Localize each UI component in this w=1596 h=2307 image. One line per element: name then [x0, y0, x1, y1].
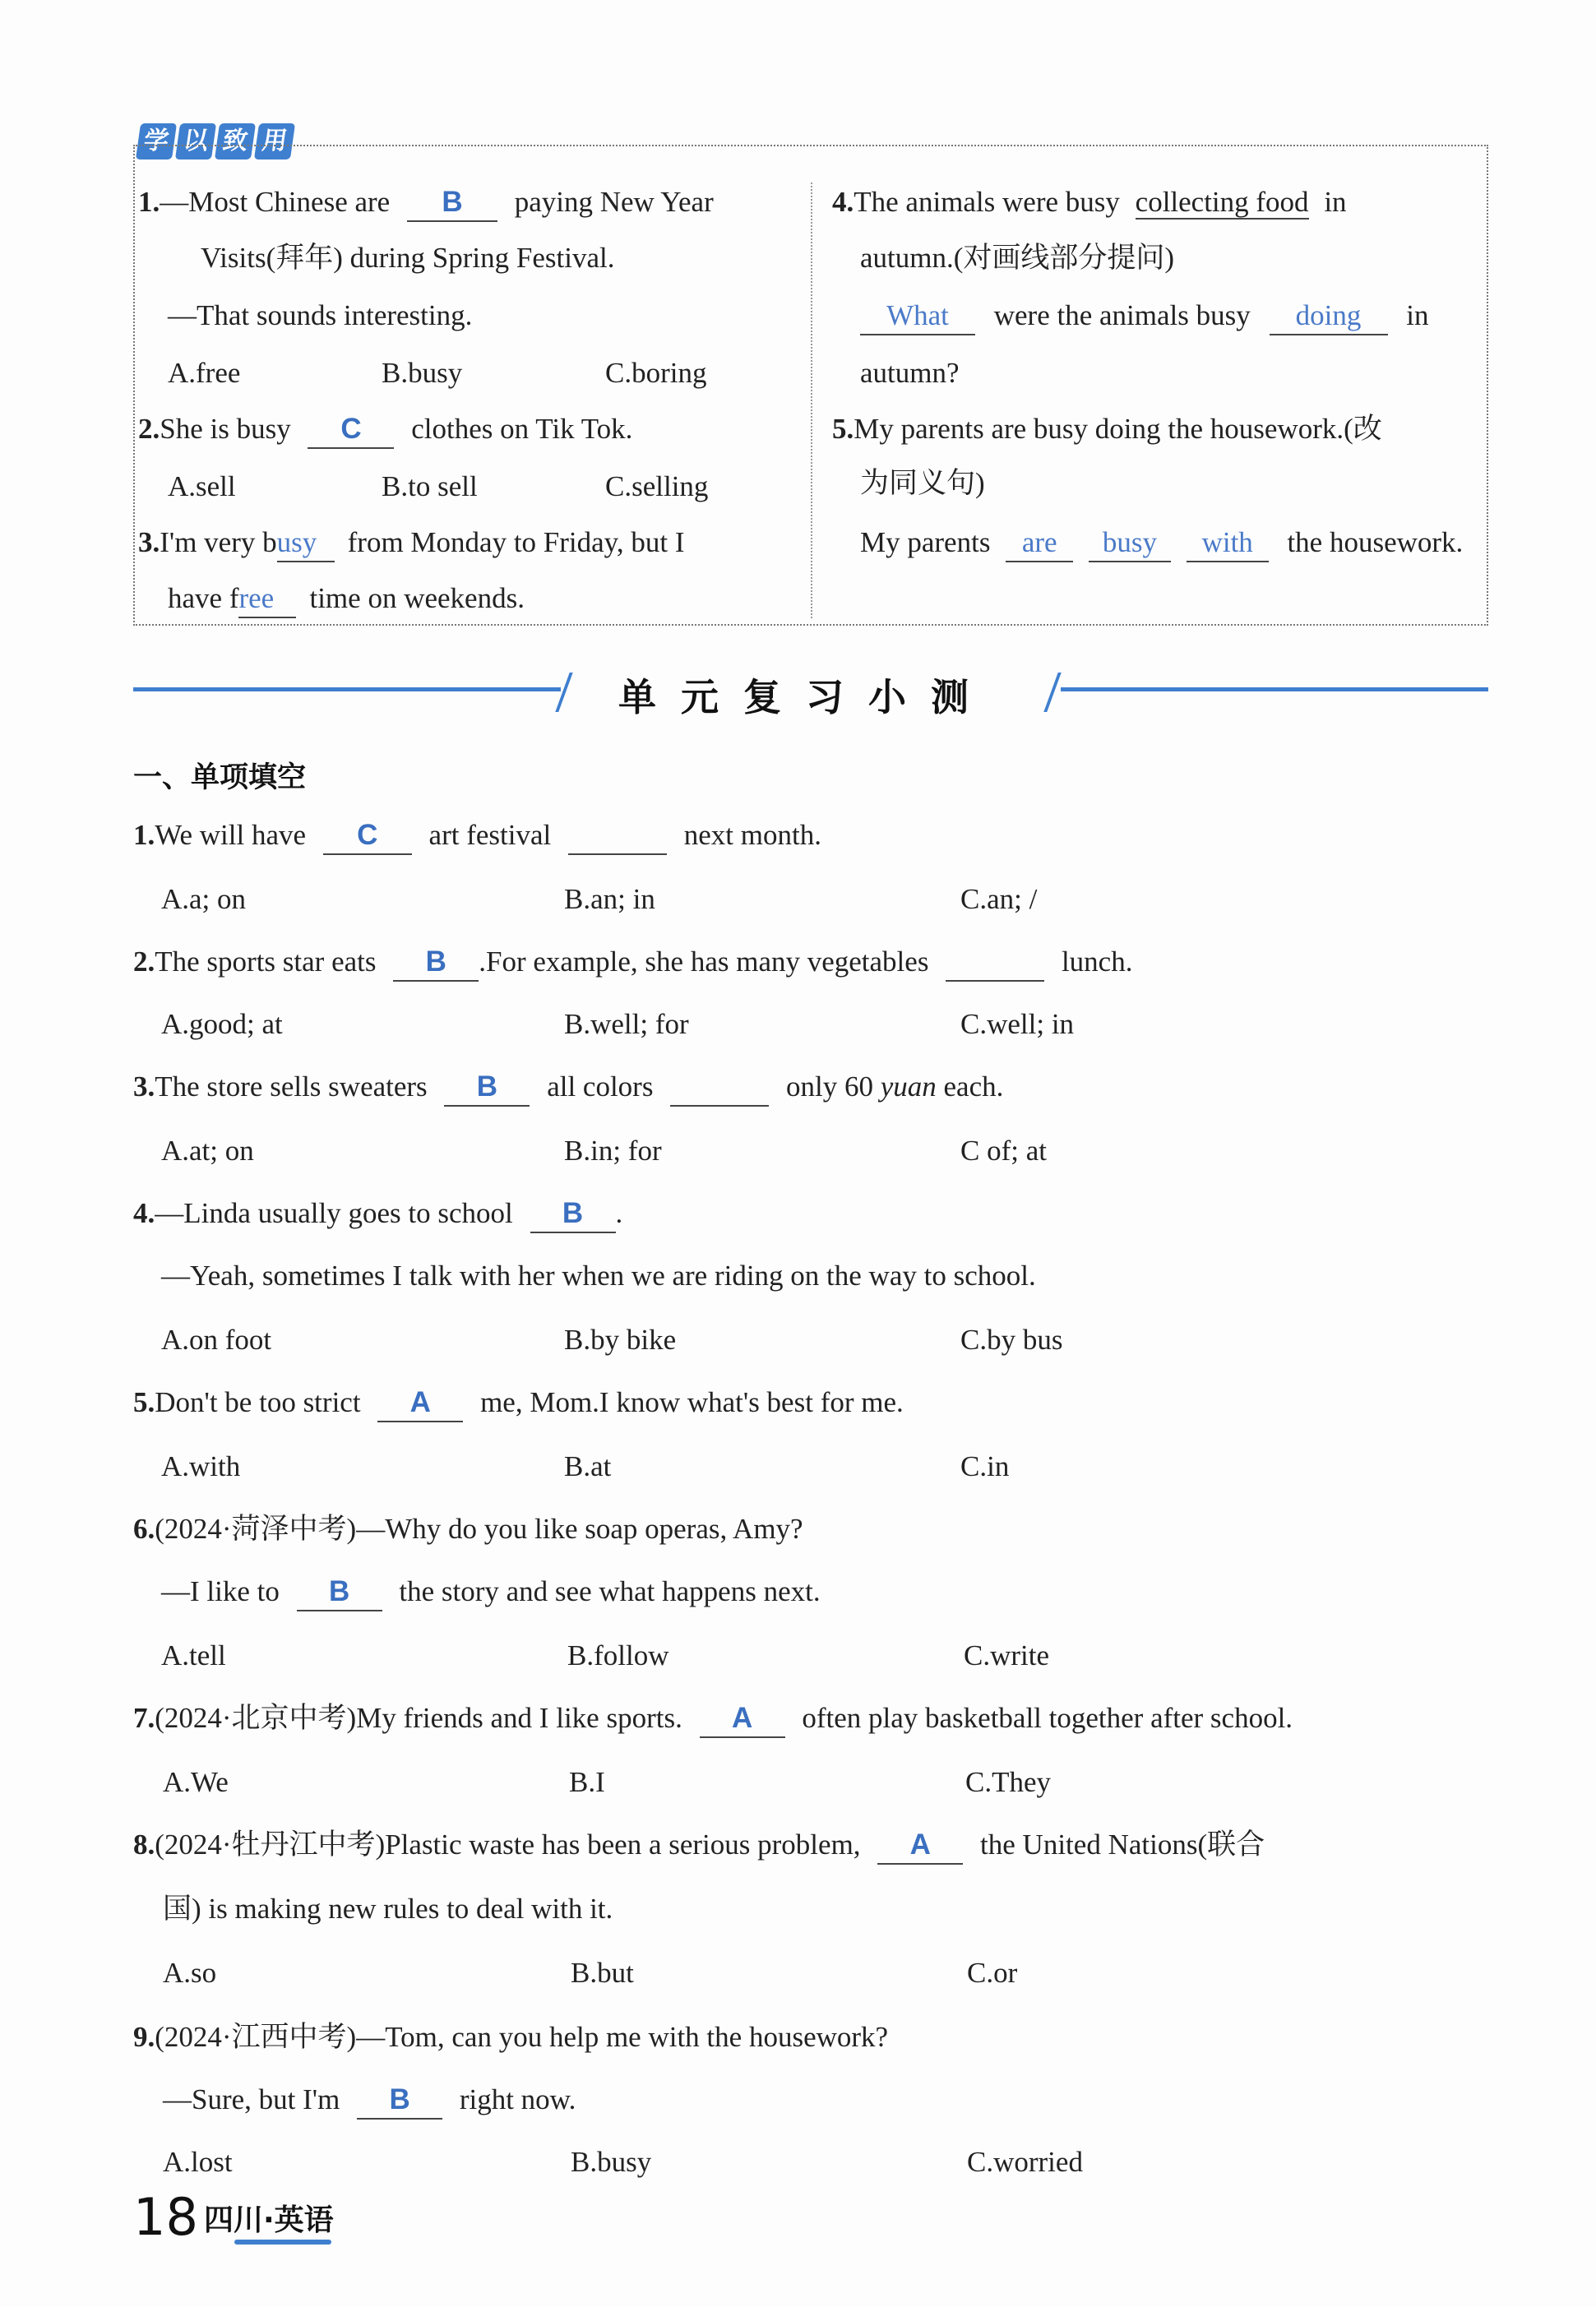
practice-q3-line2 — [168, 580, 525, 618]
answer-blank: doing — [1270, 298, 1388, 335]
question-text: time on weekends. — [309, 582, 525, 614]
practice-q4-line3 — [860, 298, 1428, 335]
question-8-line2: 国) is making new rules to deal with it. — [163, 1893, 613, 1925]
practice-q1-line1 — [138, 184, 714, 222]
question-text: —Linda usually goes to school — [155, 1197, 513, 1229]
question-text: (2024·菏泽中考)—Why do you like soap operas, Amy? — [155, 1513, 803, 1545]
question-number: 9. — [133, 2021, 155, 2053]
tag-char: 以 — [175, 123, 216, 160]
question-6 — [133, 1511, 803, 1547]
question-9 — [133, 2019, 888, 2055]
question-number: 2. — [138, 413, 160, 445]
section-slash — [1043, 673, 1061, 712]
option-a: A.sell — [168, 470, 236, 502]
question-text: art festival — [428, 819, 552, 851]
question-7 — [133, 1700, 1293, 1738]
answer-blank: busy — [1089, 525, 1171, 562]
question-text: the United Nations(联合 — [980, 1828, 1265, 1861]
question-text: each. — [936, 1070, 1004, 1103]
option-b: B.but — [571, 1957, 634, 1989]
underlined-phrase: collecting food — [1135, 186, 1309, 218]
question-3 — [133, 1069, 1003, 1107]
option-c: C.worried — [967, 2146, 1083, 2178]
question-text: paying New Year — [514, 186, 714, 218]
answer-blank: A — [877, 1827, 963, 1865]
section-subtitle: 一、单项填空 — [133, 761, 307, 794]
tag-char: 学 — [136, 123, 177, 160]
question-text: all colors — [547, 1070, 654, 1103]
option-b: B.by bike — [564, 1324, 677, 1356]
question-number: 4. — [832, 186, 854, 218]
practice-q1-line3: —That sounds interesting. — [168, 299, 473, 331]
option-c: C.write — [964, 1639, 1050, 1671]
question-text: (2024·牡丹江中考)Plastic waste has been a serious problem, — [155, 1828, 861, 1861]
section-rule-right — [1061, 687, 1488, 691]
question-text: . — [615, 1197, 623, 1229]
page-number: 18 — [133, 2187, 198, 2247]
option-a: A.on foot — [161, 1324, 272, 1356]
question-text: in — [1406, 299, 1429, 331]
practice-q2-line1 — [138, 411, 632, 449]
option-c: C.an; / — [960, 883, 1038, 915]
answer-blank: B — [530, 1195, 616, 1233]
answer-blank: with — [1187, 525, 1269, 562]
answer-blank: C — [308, 411, 394, 449]
question-text: The store sells sweaters — [155, 1070, 428, 1103]
question-number: 6. — [133, 1513, 155, 1545]
question-text: —Sure, but I'm — [163, 2083, 340, 2115]
question-text: My parents are busy doing the housework.(改 — [854, 413, 1382, 445]
practice-q3-line1 — [138, 525, 685, 562]
option-b: B.to sell — [382, 470, 478, 502]
option-a: A.a; on — [161, 883, 247, 915]
practice-q4-line1 — [832, 184, 1347, 220]
question-number: 3. — [138, 526, 160, 558]
question-text: .For example, she has many vegetables — [479, 945, 929, 978]
answer-blank: ree — [238, 580, 296, 618]
answer-blank: usy — [277, 525, 335, 562]
section-title: 单元复习小测 — [618, 675, 993, 719]
question-number: 3. — [133, 1070, 155, 1103]
question-text: only 60 — [785, 1070, 881, 1103]
option-a: A.tell — [161, 1639, 226, 1671]
question-number: 5. — [133, 1386, 155, 1418]
option-b: B.at — [564, 1450, 612, 1482]
answer-blank: A — [377, 1385, 463, 1422]
option-c: C.They — [965, 1766, 1052, 1798]
question-8 — [133, 1827, 1265, 1865]
option-a: A.lost — [163, 2146, 233, 2178]
question-text: from Monday to Friday, but I — [347, 526, 685, 558]
question-6-line2 — [161, 1574, 821, 1611]
practice-q5-line1 — [832, 411, 1382, 447]
option-c: C.selling — [605, 470, 709, 502]
question-text: (2024·北京中考)My friends and I like sports. — [155, 1702, 682, 1734]
answer-blank: B — [407, 184, 497, 222]
question-text: in — [1324, 186, 1347, 218]
empty-blank — [568, 817, 667, 855]
option-c: C.in — [960, 1450, 1010, 1482]
question-text: the housework. — [1287, 526, 1464, 558]
option-c: C of; at — [960, 1135, 1047, 1167]
practice-box-divider — [811, 183, 812, 618]
tag-char: 用 — [254, 123, 295, 160]
question-text: the story and see what happens next. — [399, 1575, 821, 1607]
answer-blank: B — [444, 1069, 530, 1107]
question-number: 5. — [832, 413, 854, 445]
option-b: B.busy — [571, 2146, 652, 2178]
option-c: C.or — [967, 1957, 1018, 1989]
practice-q1-line2: Visits(拜年) during Spring Festival. — [201, 242, 615, 274]
option-c: C.boring — [605, 357, 707, 389]
question-number: 1. — [138, 186, 160, 218]
footer-label: 四川·英语 — [204, 2203, 334, 2237]
question-number: 1. — [133, 819, 155, 851]
question-1 — [133, 817, 821, 855]
answer-blank: C — [323, 817, 412, 855]
question-text: clothes on Tik Tok. — [411, 413, 633, 445]
option-b: B.well; for — [564, 1008, 689, 1040]
option-b: B.in; for — [564, 1135, 662, 1167]
question-4 — [133, 1195, 622, 1233]
question-9-line2 — [163, 2082, 576, 2120]
option-b: B.follow — [567, 1639, 669, 1671]
practice-q4-line4: autumn? — [860, 357, 960, 389]
tag-char: 致 — [215, 123, 256, 160]
question-text: We will have — [155, 819, 307, 851]
question-2 — [133, 944, 1132, 982]
question-text-italic: yuan — [880, 1070, 937, 1103]
option-b: B.busy — [382, 357, 463, 389]
question-4-line2: —Yeah, sometimes I talk with her when we are riding on the way to school. — [161, 1260, 1036, 1292]
practice-q5-line3 — [860, 525, 1463, 562]
question-number: 4. — [133, 1197, 155, 1229]
answer-blank: are — [1006, 525, 1073, 562]
answer-blank: B — [393, 944, 479, 982]
option-c: C.well; in — [960, 1008, 1075, 1040]
empty-blank — [946, 944, 1044, 982]
empty-blank — [670, 1069, 769, 1107]
option-a: A.good; at — [161, 1008, 283, 1040]
question-text: lunch. — [1061, 945, 1133, 978]
question-text: The animals were busy — [854, 186, 1120, 218]
option-c: C.by bus — [960, 1324, 1063, 1356]
question-number: 7. — [133, 1702, 155, 1734]
question-text: I'm very b — [160, 526, 277, 558]
question-text: were the animals busy — [993, 299, 1251, 331]
option-a: A.with — [161, 1450, 241, 1482]
option-a: A.so — [163, 1957, 217, 1989]
answer-blank: What — [860, 298, 975, 335]
question-text: me, Mom.I know what's best for me. — [480, 1386, 904, 1418]
question-text: often play basketball together after school. — [802, 1702, 1293, 1734]
footer-underline — [234, 2240, 331, 2245]
practice-q5-line2: 为同义句) — [860, 467, 985, 499]
question-text: The sports star eats — [155, 945, 377, 978]
option-a: A.We — [163, 1766, 229, 1798]
question-text: right now. — [459, 2083, 576, 2115]
question-text: She is busy — [160, 413, 291, 445]
practice-q4-line2: autumn.(对画线部分提问) — [860, 242, 1175, 274]
question-number: 8. — [133, 1828, 155, 1861]
option-b: B.I — [569, 1766, 605, 1798]
answer-blank: B — [357, 2082, 442, 2120]
question-text: —Most Chinese are — [160, 186, 391, 218]
option-a: A.free — [168, 357, 241, 389]
option-a: A.at; on — [161, 1135, 254, 1167]
question-number: 2. — [133, 945, 155, 978]
answer-blank: B — [297, 1574, 382, 1611]
section-slash — [555, 673, 572, 712]
question-text: (2024·江西中考)—Tom, can you help me with the housework? — [155, 2021, 889, 2053]
question-text: —I like to — [161, 1575, 280, 1607]
answer-blank: A — [700, 1700, 785, 1738]
question-text: have f — [168, 582, 239, 614]
section-rule-left — [133, 687, 561, 691]
question-5 — [133, 1385, 904, 1422]
question-text: Don't be too strict — [155, 1386, 361, 1418]
option-b: B.an; in — [564, 883, 655, 915]
question-text: next month. — [683, 819, 821, 851]
question-text: My parents — [860, 526, 991, 558]
